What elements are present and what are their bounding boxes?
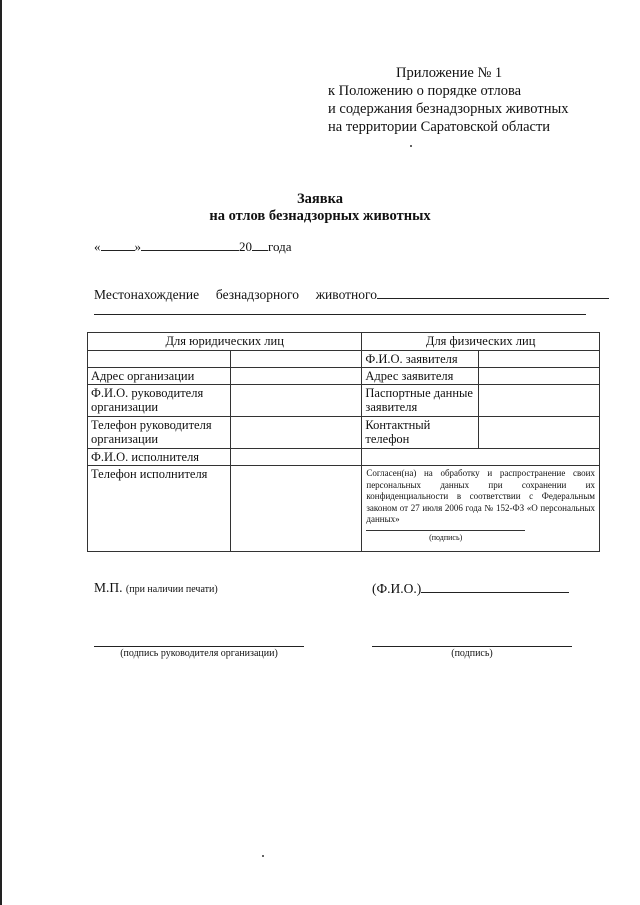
appendix-line-1: к Положению о порядке отлова bbox=[328, 83, 522, 99]
contact-phone-label: Контактный телефон bbox=[362, 417, 479, 449]
fio-field[interactable] bbox=[421, 580, 569, 593]
applicant-address-value[interactable] bbox=[479, 368, 600, 385]
empty-cell bbox=[362, 449, 600, 466]
appendix-number: Приложение № 1 bbox=[396, 65, 503, 81]
location-field-line-2[interactable] bbox=[94, 314, 586, 315]
location-word-2: безнадзорного bbox=[215, 287, 299, 302]
appendix-line-3: на территории Саратовской области bbox=[328, 119, 551, 135]
consent-cell bbox=[362, 466, 600, 552]
applicant-address-label: Адрес заявителя bbox=[362, 368, 479, 385]
legal-entities-header: Для юридических лиц bbox=[88, 333, 362, 351]
executor-phone-value[interactable] bbox=[230, 466, 362, 552]
stamp-line bbox=[94, 580, 218, 596]
date-close-quote: » bbox=[134, 239, 141, 254]
empty-cell bbox=[88, 351, 231, 368]
location-word-3: животного bbox=[315, 287, 377, 302]
head-signature-line[interactable] bbox=[94, 646, 304, 647]
passport-value[interactable] bbox=[479, 385, 600, 417]
org-address-label: Адрес организации bbox=[88, 368, 231, 385]
year-prefix: 20 bbox=[239, 239, 252, 254]
speck bbox=[410, 145, 412, 147]
location-field[interactable] bbox=[377, 286, 609, 299]
executor-fio-value[interactable] bbox=[230, 449, 362, 466]
location-word-1: Местонахождение bbox=[94, 287, 200, 302]
fio-label: (Ф.И.О.) bbox=[372, 581, 422, 596]
year-field[interactable] bbox=[252, 238, 268, 251]
appendix-line-2: и содержания безнадзорных животных bbox=[328, 101, 569, 117]
applicant-fio-value[interactable] bbox=[479, 351, 600, 368]
head-fio-value[interactable] bbox=[230, 385, 362, 417]
fio-line bbox=[372, 580, 569, 597]
individuals-header: Для физических лиц bbox=[362, 333, 600, 351]
date-open-quote: « bbox=[94, 239, 101, 254]
year-suffix: года bbox=[268, 239, 292, 254]
applicant-fio-label: Ф.И.О. заявителя bbox=[362, 351, 479, 368]
appendix-header bbox=[328, 64, 568, 136]
day-field[interactable] bbox=[101, 238, 135, 251]
head-fio-label: Ф.И.О. руководителя организации bbox=[88, 385, 231, 417]
executor-phone-label: Телефон исполнителя bbox=[88, 466, 231, 552]
org-address-value[interactable] bbox=[230, 368, 362, 385]
executor-fio-label: Ф.И.О. исполнителя bbox=[88, 449, 231, 466]
document-subtitle: на отлов безнадзорных животных bbox=[209, 208, 431, 224]
page-edge bbox=[0, 0, 2, 905]
stamp-note: (при наличии печати) bbox=[125, 584, 218, 595]
month-field[interactable] bbox=[141, 238, 239, 251]
stamp-label: М.П. bbox=[94, 580, 123, 595]
empty-cell bbox=[230, 351, 362, 368]
speck bbox=[262, 855, 264, 857]
head-phone-label: Телефон руководителя организации bbox=[88, 417, 231, 449]
document-title: Заявка bbox=[297, 191, 343, 207]
head-signature-caption: (подпись руководителя организации) bbox=[120, 648, 278, 659]
head-phone-value[interactable] bbox=[230, 417, 362, 449]
signature-line[interactable] bbox=[372, 646, 572, 647]
passport-label: Паспортные данные заявителя bbox=[362, 385, 479, 417]
location-line bbox=[94, 286, 609, 303]
consent-text: Согласен(на) на обработку и распространение своих персональных данных при сохранении их конфиденциальности в соответствии с Федеральным законом от 27 июля 2006 года № 152-ФЗ «О персональных данных» bbox=[366, 468, 595, 524]
contact-phone-value[interactable] bbox=[479, 417, 600, 449]
consent-signature-caption[interactable]: (подпись) bbox=[366, 530, 525, 545]
signature-caption: (подпись) bbox=[451, 648, 493, 659]
request-form-table bbox=[87, 332, 600, 552]
date-line bbox=[94, 238, 292, 255]
